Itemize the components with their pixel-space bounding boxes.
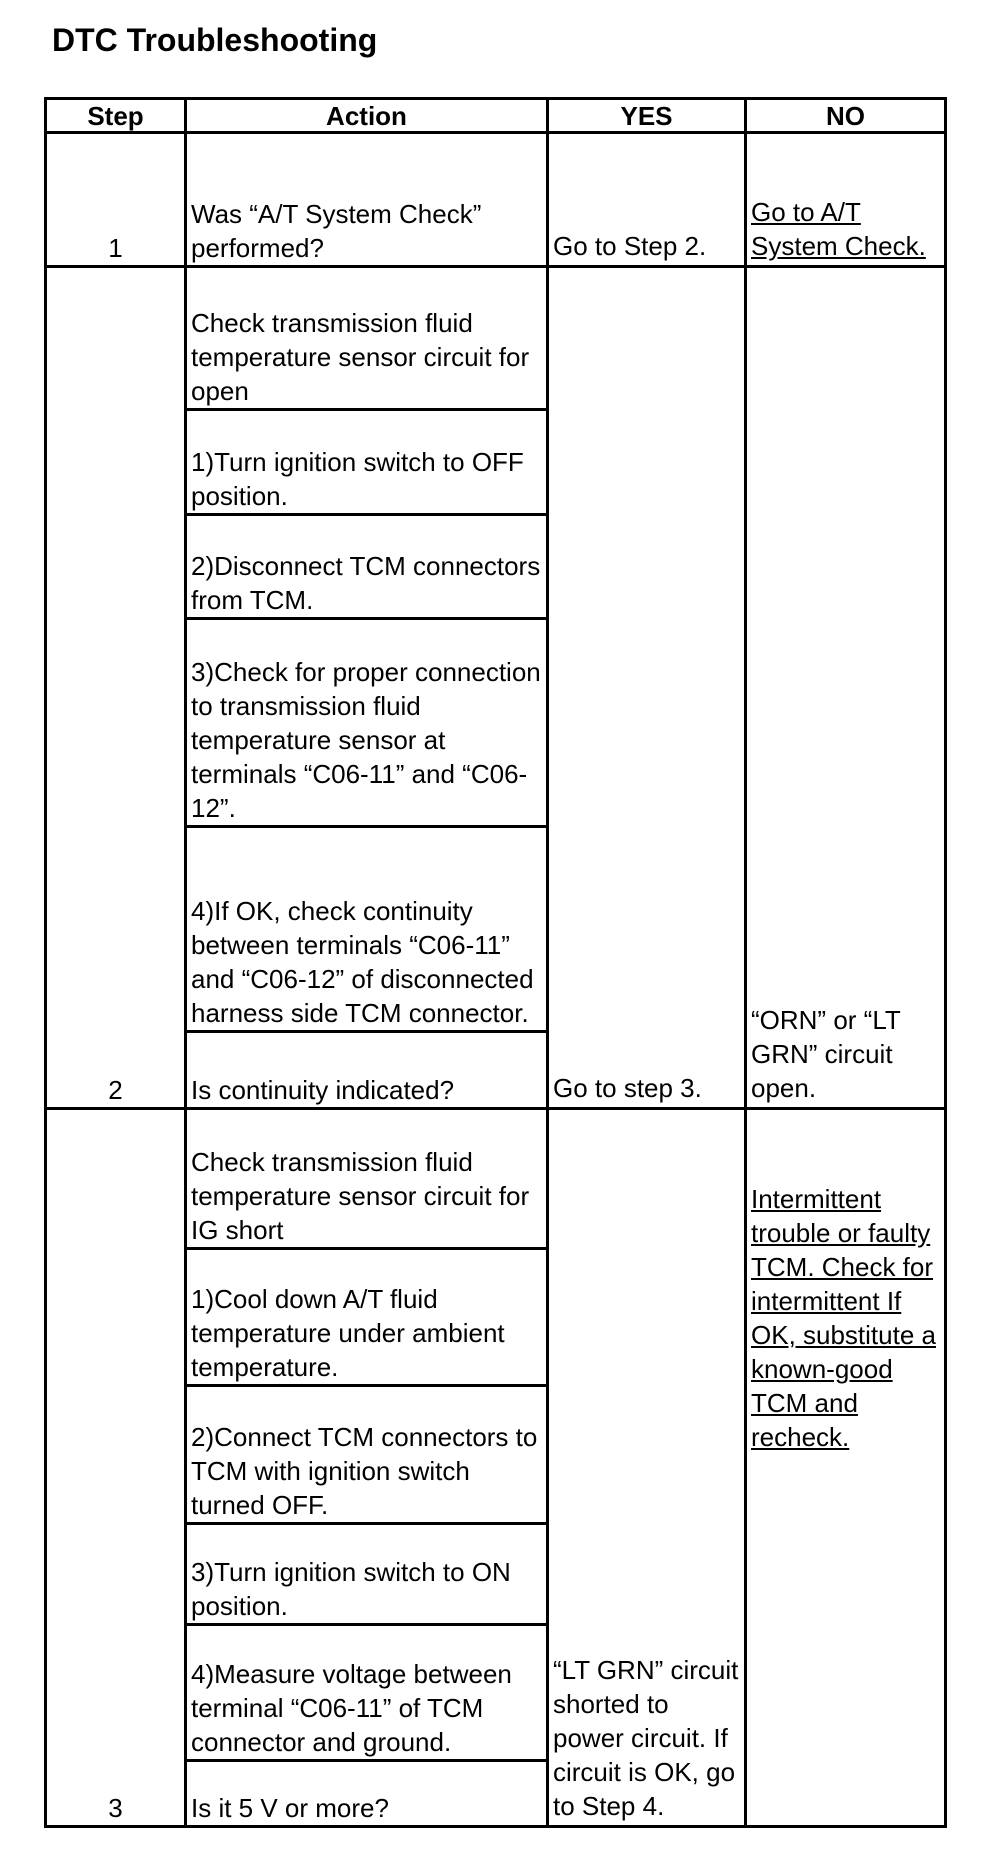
step-number: 2 [46, 267, 186, 1109]
header-yes: YES [548, 99, 746, 133]
action-item: Check transmission fluid temperature sensor circuit for open [187, 268, 546, 411]
step-number: 3 [46, 1109, 186, 1827]
action-item: Is continuity indicated? [191, 1075, 455, 1105]
table-row [46, 133, 946, 267]
header-action: Action [186, 99, 548, 133]
action-item: 2)Disconnect TCM connectors from TCM. [187, 516, 546, 620]
action-item: 4)Measure voltage between terminal “C06-11” of TCM connector and ground. [187, 1626, 546, 1762]
step-number: 1 [46, 133, 186, 267]
action-item: Was “A/T System Check” performed? [191, 199, 482, 263]
table-row [46, 1109, 946, 1827]
dtc-table [44, 97, 947, 1828]
no-link[interactable]: Intermittent trouble or faulty TCM. Check for intermittent If OK, substitute a known-good TCM and recheck. [746, 1109, 946, 1827]
no-link[interactable]: Go to A/T System Check. [746, 133, 946, 267]
table-row [46, 267, 946, 1109]
action-cell [186, 1109, 548, 1827]
header-row [46, 99, 946, 133]
action-cell [186, 133, 548, 267]
action-item: Check transmission fluid temperature sensor circuit for IG short [187, 1110, 546, 1250]
action-item: 4)If OK, check continuity between terminals “C06-11” and “C06-12” of disconnected harness side TCM connector. [187, 828, 546, 1033]
yes-cell: “LT GRN” circuit shorted to power circuit. If circuit is OK, go to Step 4. [548, 1109, 746, 1827]
action-cell [186, 267, 548, 1109]
header-step: Step [46, 99, 186, 133]
yes-cell: Go to step 3. [548, 267, 746, 1109]
action-item: 3)Turn ignition switch to ON position. [187, 1525, 546, 1626]
action-item: 1)Turn ignition switch to OFF position. [187, 411, 546, 516]
no-cell: “ORN” or “LT GRN” circuit open. [746, 267, 946, 1109]
page-title: DTC Troubleshooting [52, 22, 378, 58]
action-item: 3)Check for proper connection to transmission fluid temperature sensor at terminals “C06-11” and “C06-12”. [187, 620, 546, 828]
header-no: NO [746, 99, 946, 133]
action-item: 2)Connect TCM connectors to TCM with ignition switch turned OFF. [187, 1387, 546, 1525]
action-item: 1)Cool down A/T fluid temperature under ambient temperature. [187, 1250, 546, 1387]
action-item: Is it 5 V or more? [191, 1793, 389, 1823]
yes-cell: Go to Step 2. [548, 133, 746, 267]
